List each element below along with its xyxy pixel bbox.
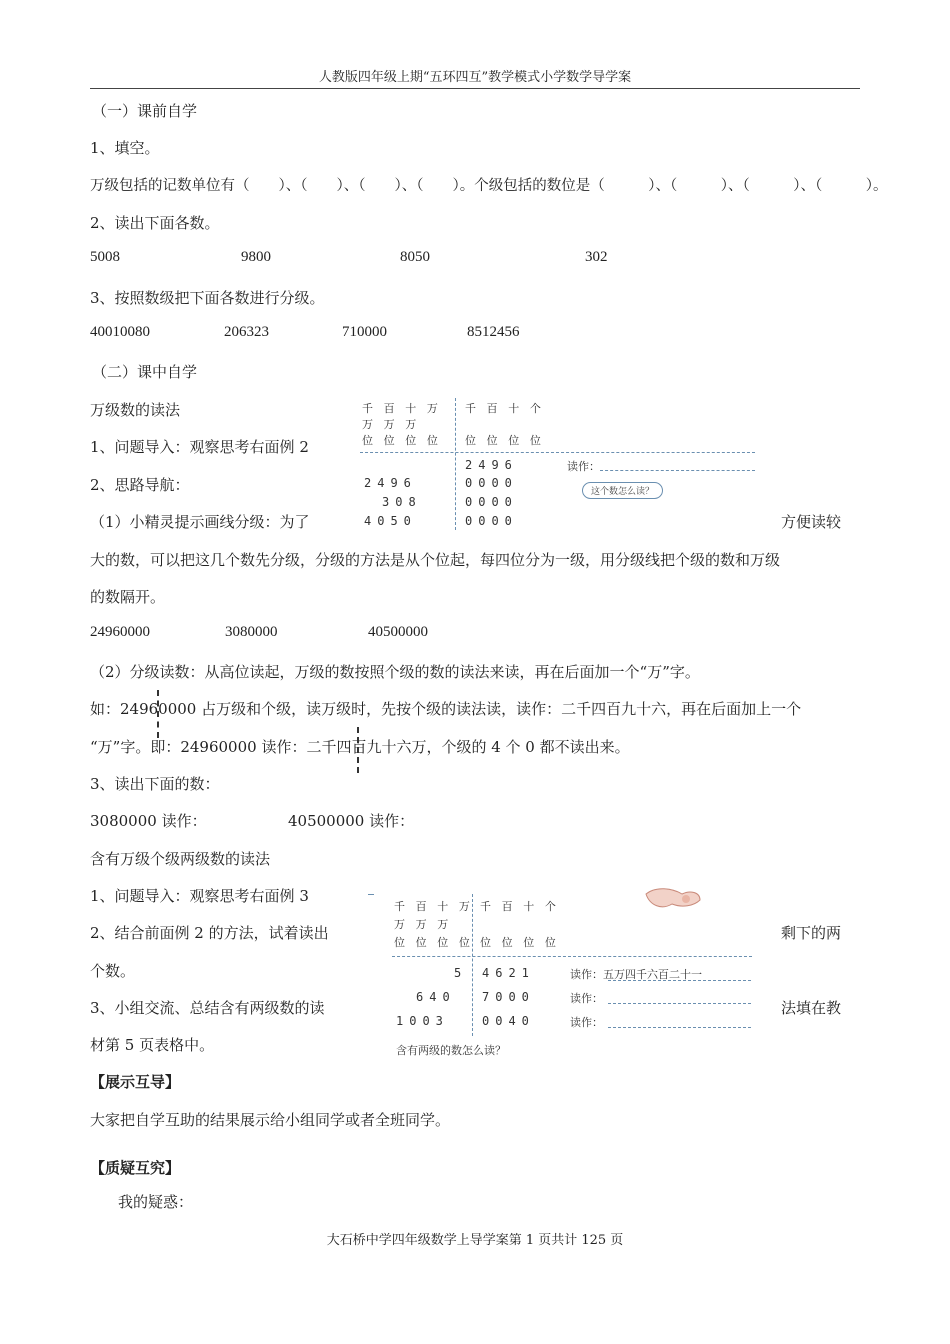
- paragraph: 剩下的两: [781, 924, 842, 942]
- paragraph: 方便读较: [781, 513, 842, 531]
- chart-digits: 308: [382, 495, 422, 509]
- q3-number: 8512456: [467, 324, 520, 340]
- chart-header: 位 位 位 位: [362, 434, 440, 447]
- read-as-label: 读作：五万四千六百二十一: [570, 968, 702, 981]
- chart-digits: 4621: [482, 966, 535, 980]
- example-number: 40500000: [368, 624, 428, 640]
- paragraph: （2）分级读数：从高位读起，万级的数按照个级的数的读法来读，再在后面加一个“万”字。: [90, 663, 700, 681]
- chart-caption: 含有两级的数怎么读？: [396, 1044, 506, 1057]
- paragraph: 2、结合前面例 2 的方法，试着读出: [90, 924, 329, 942]
- divider-line: [392, 956, 752, 957]
- header-rule: [90, 88, 860, 89]
- section-1-title: （一）课前自学: [92, 102, 198, 120]
- q2-number: 302: [585, 249, 608, 265]
- q3-number: 710000: [342, 324, 387, 340]
- chart-header: 千 百 十 个: [465, 402, 543, 415]
- paragraph: 材第 5 页表格中。: [90, 1036, 215, 1054]
- paragraph: 我的疑惑：: [118, 1193, 194, 1211]
- chart-header: 位 位 位 位: [480, 936, 558, 949]
- paragraph: 个数。: [90, 962, 136, 980]
- chart-digits: 0000: [465, 514, 518, 528]
- chart-header: 千 百 十 万: [362, 402, 440, 415]
- answer-line: [608, 980, 751, 981]
- read-as-label: 读作：: [567, 460, 600, 473]
- chart-header: 万 万 万: [362, 418, 419, 431]
- q2-number: 8050: [400, 249, 430, 265]
- paragraph: 的数隔开。: [90, 588, 166, 606]
- answer-line: [608, 1003, 751, 1004]
- section-3-title: 【展示互导】: [90, 1073, 181, 1091]
- question-3: 3、按照数级把下面各数进行分级。: [90, 289, 325, 307]
- answer-line: [608, 1027, 751, 1028]
- example-number: 3080000: [225, 624, 278, 640]
- read-as-label: 读作：: [570, 992, 603, 1005]
- chart-digits: 2496: [364, 476, 417, 490]
- question-1-text: 万级包括的记数单位有（ ）、（ ）、（ ）、（ ）。个级包括的数位是（ ）、（ ）、（ ）、（ ）。: [90, 178, 888, 194]
- paragraph: 1、问题导入：观察思考右面例 3: [90, 887, 309, 905]
- answer-line: [600, 470, 755, 471]
- question-2: 2、读出下面各数。: [90, 214, 220, 232]
- page-header: 人教版四年级上期“五环四互”教学模式小学数学导学案: [318, 70, 632, 85]
- q2-number: 5008: [90, 249, 120, 265]
- division-mark: [357, 727, 359, 773]
- divider-line: [472, 894, 473, 1036]
- chart-digits: 7000: [482, 990, 535, 1004]
- decor-line: [368, 894, 374, 895]
- place-value-chart-example-2: [360, 398, 760, 538]
- q3-number: 40010080: [90, 324, 150, 340]
- speech-bubble: 这个数怎么读？: [582, 482, 663, 499]
- q3-number: 206323: [224, 324, 269, 340]
- paragraph: 大家把自学互助的结果展示给小组同学或者全班同学。: [90, 1111, 451, 1129]
- question-1: 1、填空。: [90, 139, 160, 157]
- paragraph: 40500000 读作：: [288, 812, 415, 830]
- q2-number: 9800: [241, 249, 271, 265]
- paragraph: 3、小组交流、总结含有两级数的读: [90, 999, 325, 1017]
- chart-header: 位 位 位 位: [394, 936, 472, 949]
- chart-header: 万 万 万: [394, 918, 451, 931]
- section-4-title: 【质疑互究】: [90, 1159, 181, 1177]
- chart-digits: 4050: [364, 514, 417, 528]
- chart-digits: 0000: [465, 495, 518, 509]
- page-footer: 大石桥中学四年级数学上导学案第 1 页共计 125 页: [326, 1233, 624, 1248]
- chart-header: 千 百 十 个: [480, 900, 558, 913]
- divider-line: [360, 452, 755, 453]
- subheading-wan-reading: 万级数的读法: [90, 401, 181, 419]
- divider-line: [455, 398, 456, 530]
- subheading-two-levels: 含有万级个级两级数的读法: [90, 850, 271, 868]
- chart-header: 位 位 位 位: [465, 434, 543, 447]
- paragraph: 2、思路导航：: [90, 476, 190, 494]
- paragraph: 1、问题导入：观察思考右面例 2: [90, 438, 309, 456]
- chart-digits: 0040: [482, 1014, 535, 1028]
- paragraph: 3080000 读作：: [90, 812, 207, 830]
- paragraph: “万”字。即：24960000 读作：二千四百九十六万，个级的 4 个 0 都不读出来。: [90, 738, 630, 756]
- chart-digits: 640: [416, 990, 456, 1004]
- paragraph: 3、读出下面的数：: [90, 775, 220, 793]
- example-number: 24960000: [90, 624, 150, 640]
- chart-digits: 0000: [465, 476, 518, 490]
- chart-digits: 2496: [465, 458, 518, 472]
- chart-header: 千 百 十 万: [394, 900, 472, 913]
- section-2-title: （二）课中自学: [92, 363, 198, 381]
- chart-digits: 1003: [396, 1014, 449, 1028]
- chart-digits: 5: [454, 966, 468, 980]
- division-mark: [157, 690, 159, 738]
- place-value-chart-example-3: [368, 894, 768, 1064]
- paragraph: 法填在教: [781, 999, 842, 1017]
- paragraph: （1）小精灵提示画线分级：为了: [90, 513, 310, 531]
- paragraph: 如：24960000 占万级和个级，读万级时，先按个级的读法读，读作：二千四百九十六，再在后面加上一个: [90, 700, 802, 718]
- read-as-label: 读作：: [570, 1016, 603, 1029]
- paragraph: 大的数，可以把这几个数先分级，分级的方法是从个位起，每四位分为一级，用分级线把个级的数和万级: [90, 551, 781, 569]
